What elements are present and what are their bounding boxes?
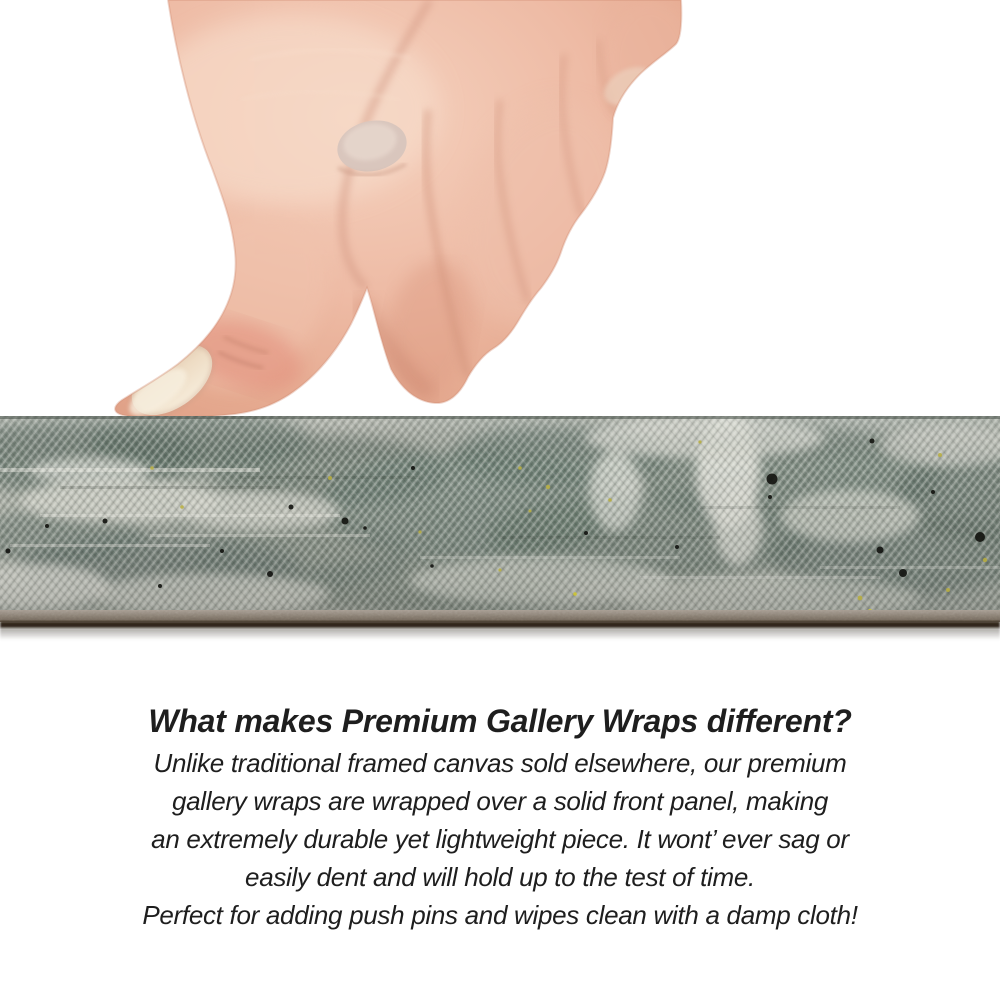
canvas-edge-strip <box>0 416 1000 646</box>
copy-line: easily dent and will hold up to the test of time. <box>245 862 755 892</box>
copy-line: Unlike traditional framed canvas sold elsewhere, our premium <box>153 748 847 778</box>
copy-line: Perfect for adding push pins and wipes clean with a damp cloth! <box>142 900 858 930</box>
copy-line: gallery wraps are wrapped over a solid front panel, making <box>171 786 829 816</box>
marketing-copy <box>0 701 1000 934</box>
copy-line: an extremely durable yet lightweight piece. It wont’ ever sag or <box>151 824 849 854</box>
panel-drop-shadow <box>0 628 1000 640</box>
hand-pressing-photo <box>0 0 760 420</box>
canvas-texture <box>0 416 1000 620</box>
hand-highlight <box>140 15 440 205</box>
panel-bottom-edge <box>0 621 1000 628</box>
canvas-top-edge <box>0 416 1000 419</box>
copy-heading: What makes Premium Gallery Wraps different? <box>148 703 852 739</box>
